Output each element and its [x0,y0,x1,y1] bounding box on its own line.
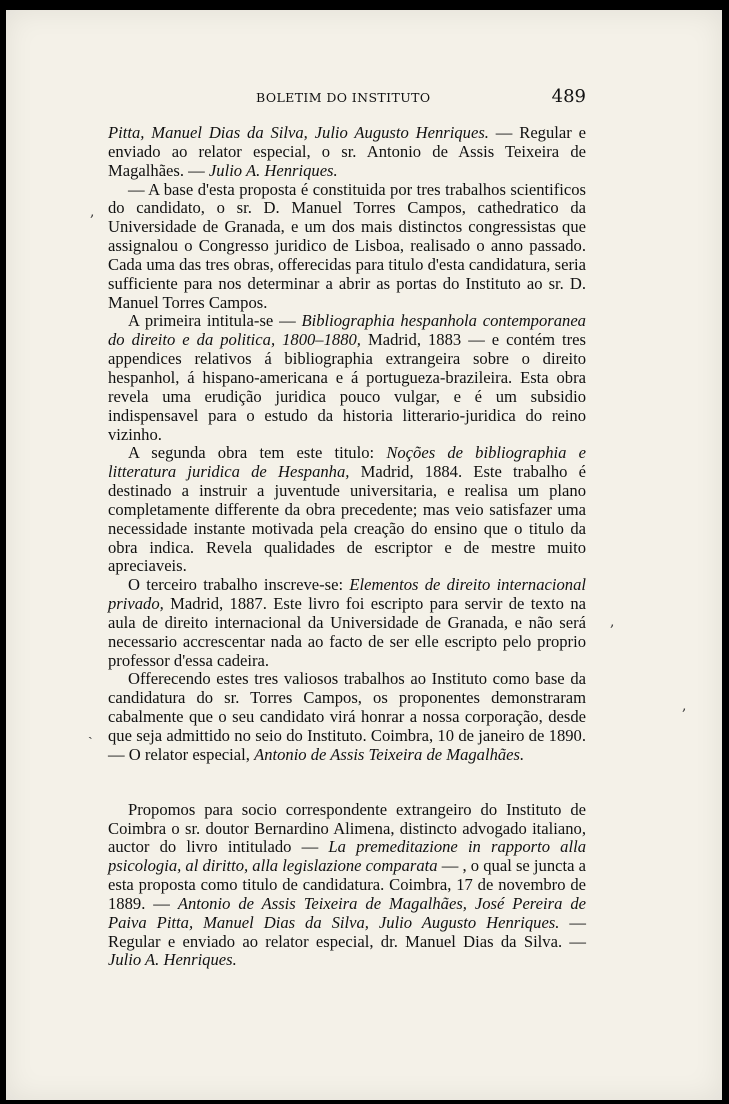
book-title-1: Bibliographia hespanhola contemporanea do direito e da politica, 1800–1880, [108,311,586,350]
margin-mark: , [610,614,615,630]
paragraph-2: — A base d'esta proposta é constituida por tres trabalhos scientificos do candidato, o sr. D. Manuel Torres Campos, cathedratico da Universidade de Granada, e um dos mais distinctos congressistas que assignalou o Congresso juridico de Lisboa, realisado o anno passado. Cada uma das tres obras, offerecidas para titulo d'esta candidatura, seria sufficiente para nos determinar a abrir as portas do Instituto ao sr. D. Manuel Torres Campos. [108,179,586,312]
running-header [108,86,586,110]
signer-1b: Julio A. Henriques. [208,160,338,180]
paragraph-1: Pitta, Manuel Dias da Silva, Julio Augusto Henriques. — Regular e enviado ao relator especial, o sr. Antonio de Assis Teixeira de Magalhães. — Julio A. Henriques. [108,123,586,180]
paragraph-3: A primeira intitula-se — Bibliographia hespanhola contemporanea do direito e da politica, 1800–1880, Madrid, 1883 — e contém tres appendices relativos á bibliographia extrangeira sobre o direito hespanhol, á hispano-americana e á portugueza-brazileira. Esta obra revela uma erudição juridica pouco vulgar, e é um subsidio indispensavel para o estudo da historia litterario-juridica do reino vizinho. [108,311,587,444]
signer-2b: Julio A. Henriques. [108,950,237,970]
margin-mark: ˎ [88,724,93,740]
section-gap [108,765,586,801]
book-title-4: La premeditazione in rapporto alla psicologia, al diritto, alla legislazione comparata [108,837,586,876]
page-number: 489 [551,86,586,107]
book-title-3: Elementos de direito internacional privado, [108,575,586,614]
signers-2: Antonio de Assis Teixeira de Magalhães, José Pereira de Paiva Pitta, Manuel Dias da Silva, Julio Augusto Henriques. [108,893,586,932]
margin-mark: , [682,698,687,714]
body-text [108,124,586,970]
paragraph-4: A segunda obra tem este titulo: Noções de bibliographia e litteratura juridica de Hespanha, Madrid, 1884. Este trabalho é destinado a instruir a juventude universitaria, e realisa um plano completamente differente da obra precedente; mas veio satisfazer uma necessidade instante motivada pela creação do ensino que o titulo da obra indica. Revela qualidades de escriptor e de mestre muito apreciaveis. [108,443,586,576]
margin-mark: , [90,204,95,220]
running-title: BOLETIM DO INSTITUTO [256,90,431,105]
paragraph-5: O terceiro trabalho inscreve-se: Elementos de direito internacional privado, Madrid, 1887. Este livro foi escripto para servir de texto na aula de direito internacional da Universidade de Granada, e não será necessario accrescentar nada ao facto de ser elle escripto pelo proprio professor d'essa cadeira. [108,575,586,670]
signers-1: Pitta, Manuel Dias da Silva, Julio Augusto Henriques. [108,123,489,142]
book-title-2: Noções de bibliographia e litteratura juridica de Hespanha, [108,443,586,482]
paragraph-6: Offerecendo estes tres valiosos trabalhos ao Instituto como base da candidatura do sr. Torres Campos, os proponentes demonstraram cabalmente que o seu candidato virá honrar a nossa corporação, desde que seja admittido no seio do Instituto. Coimbra, 10 de janeiro de 1890. — O relator especial, Antonio de Assis Teixeira de Magalhães. [108,669,586,764]
rapporteur-signature: Antonio de Assis Teixeira de Magalhães. [254,744,525,764]
paragraph-7: Propomos para socio correspondente extrangeiro do Instituto de Coimbra o sr. doutor Bernardino Alimena, distincto advogado italiano, auctor do livro intitulado — La premeditazione in rapporto alla psicologia, al diritto, alla legislazione comparata — , o qual se juncta a esta proposta como titulo de candidatura. Coimbra, 17 de novembro de 1889. — Antonio de Assis Teixeira de Magalhães, José Pereira de Paiva Pitta, Manuel Dias da Silva, Julio Augusto Henriques. — Regular e enviado ao relator especial, dr. Manuel Dias da Silva. — Julio A. Henriques. [108,799,586,970]
